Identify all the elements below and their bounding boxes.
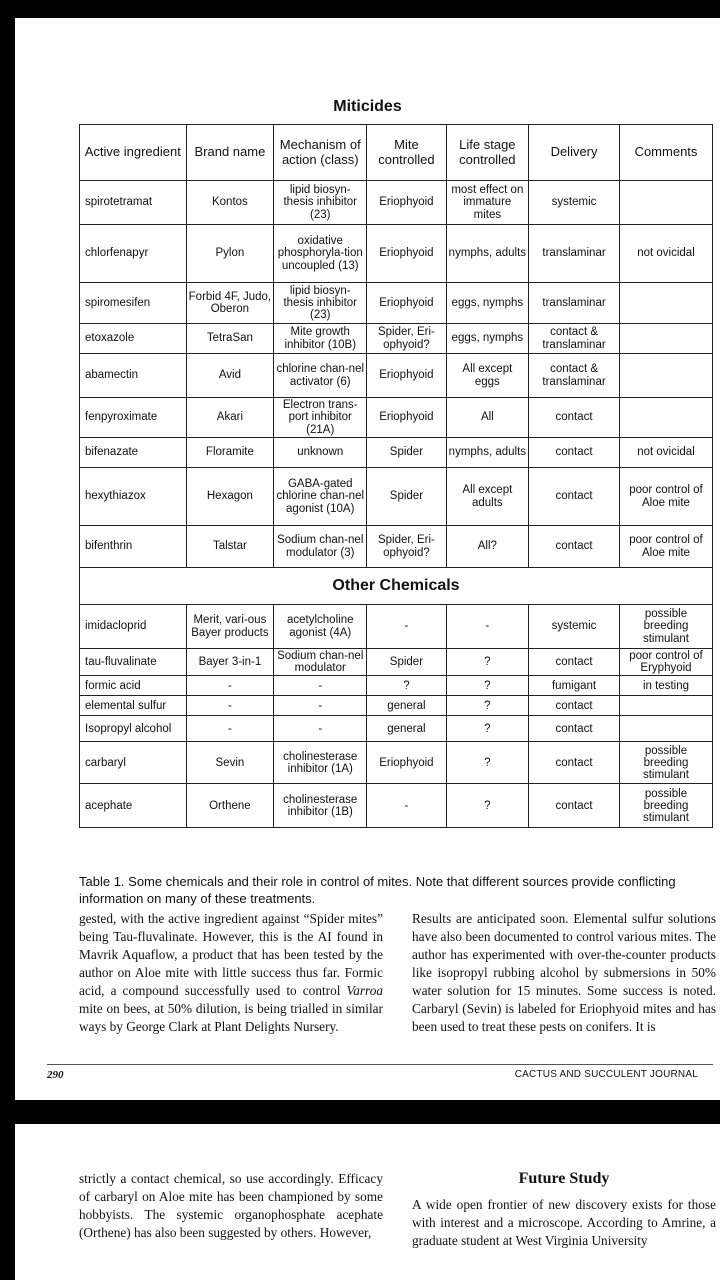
table-row xyxy=(80,283,713,324)
cell-mechanism: cholinesterase inhibitor (1B) xyxy=(274,784,367,828)
cell-brand-name: Sevin xyxy=(186,742,274,784)
cell-life-stage: ? xyxy=(446,784,529,828)
table-row xyxy=(80,742,713,784)
table-row xyxy=(80,526,713,568)
cell-delivery: systemic xyxy=(529,181,620,225)
cell-delivery: contact & translaminar xyxy=(529,354,620,398)
cell-comments xyxy=(619,354,712,398)
cell-brand-name: - xyxy=(186,676,274,696)
cell-comments xyxy=(619,283,712,324)
page2-column-right: A wide open frontier of new discovery exists for those with interest and a microscope. According to Amrine, a graduate student at West Virginia University xyxy=(412,1197,716,1248)
cell-life-stage: eggs, nymphs xyxy=(446,283,529,324)
cell-active-ingredient: chlorfenapyr xyxy=(80,225,187,283)
cell-brand-name: Merit, vari-ous Bayer products xyxy=(186,605,274,649)
cell-mite-controlled: Spider, Eri-ophyoid? xyxy=(367,526,446,568)
table-row xyxy=(80,649,713,676)
table-row xyxy=(80,716,713,742)
cell-mechanism: lipid biosyn-thesis inhibitor (23) xyxy=(274,181,367,225)
header-comments: Comments xyxy=(619,125,712,181)
table-row xyxy=(80,324,713,354)
cell-life-stage: All? xyxy=(446,526,529,568)
page2-column-left: strictly a contact chemical, so use accordingly. Efficacy of carbaryl on Aloe mite has been championed by some hobbyists. The systemic organophosphate acephate (Orthene) has also been suggested by others. However, xyxy=(79,1171,383,1240)
cell-delivery: contact xyxy=(529,649,620,676)
cell-active-ingredient: fenpyroximate xyxy=(80,398,187,438)
table-row xyxy=(80,354,713,398)
cell-mechanism: Electron trans-port inhibitor (21A) xyxy=(274,398,367,438)
cell-mite-controlled: Spider, Eri-ophyoid? xyxy=(367,324,446,354)
cell-delivery: systemic xyxy=(529,605,620,649)
cell-life-stage: ? xyxy=(446,696,529,716)
cell-mite-controlled: general xyxy=(367,716,446,742)
cell-mechanism: cholinesterase inhibitor (1A) xyxy=(274,742,367,784)
cell-mechanism: GABA-gated chlorine chan-nel agonist (10A) xyxy=(274,468,367,526)
cell-life-stage: nymphs, adults xyxy=(446,438,529,468)
page-next xyxy=(15,1124,720,1280)
cell-active-ingredient: elemental sulfur xyxy=(80,696,187,716)
cell-delivery: contact xyxy=(529,696,620,716)
cell-brand-name: Talstar xyxy=(186,526,274,568)
cell-brand-name: Avid xyxy=(186,354,274,398)
cell-comments: not ovicidal xyxy=(619,225,712,283)
table-header-row xyxy=(80,125,713,181)
cell-mite-controlled: Eriophyoid xyxy=(367,398,446,438)
cell-life-stage: nymphs, adults xyxy=(446,225,529,283)
cell-delivery: contact & translaminar xyxy=(529,324,620,354)
cell-comments xyxy=(619,696,712,716)
cell-delivery: contact xyxy=(529,742,620,784)
cell-comments: poor control of Eryphyoid xyxy=(619,649,712,676)
cell-brand-name: Hexagon xyxy=(186,468,274,526)
cell-delivery: translaminar xyxy=(529,283,620,324)
cell-brand-name: Orthene xyxy=(186,784,274,828)
cell-mite-controlled: Eriophyoid xyxy=(367,354,446,398)
cell-comments xyxy=(619,716,712,742)
header-delivery: Delivery xyxy=(529,125,620,181)
cell-brand-name: Floramite xyxy=(186,438,274,468)
section-row xyxy=(80,568,713,605)
cell-mechanism: - xyxy=(274,696,367,716)
cell-mechanism: Mite growth inhibitor (10B) xyxy=(274,324,367,354)
header-brand-name: Brand name xyxy=(186,125,274,181)
cell-life-stage: eggs, nymphs xyxy=(446,324,529,354)
cell-active-ingredient: spirotetramat xyxy=(80,181,187,225)
cell-life-stage: ? xyxy=(446,676,529,696)
cell-comments: poor control of Aloe mite xyxy=(619,468,712,526)
table-caption: Table 1. Some chemicals and their role in control of mites. Note that different sources provide conflicting information on many of these treatments. xyxy=(79,874,676,906)
table-row xyxy=(80,181,713,225)
cell-brand-name: Forbid 4F, Judo, Oberon xyxy=(186,283,274,324)
table-row xyxy=(80,676,713,696)
cell-mite-controlled: Eriophyoid xyxy=(367,283,446,324)
cell-life-stage: All except eggs xyxy=(446,354,529,398)
cell-brand-name: Kontos xyxy=(186,181,274,225)
cell-life-stage: ? xyxy=(446,716,529,742)
cell-active-ingredient: imidacloprid xyxy=(80,605,187,649)
cell-active-ingredient: formic acid xyxy=(80,676,187,696)
cell-mite-controlled: - xyxy=(367,605,446,649)
cell-comments xyxy=(619,324,712,354)
cell-delivery: contact xyxy=(529,784,620,828)
cell-brand-name: TetraSan xyxy=(186,324,274,354)
table-row xyxy=(80,398,713,438)
cell-mite-controlled: Spider xyxy=(367,438,446,468)
cell-brand-name: Pylon xyxy=(186,225,274,283)
cell-comments xyxy=(619,398,712,438)
body-column-left: gested, with the active ingredient against “Spider mites” being Tau-fluvalinate. However, this is the AI found in Mavrik Aquaflow, a product that has been tested by the author on Aloe mite with little success thus far. Formic acid, a compound successfully used to control Varroa mite on bees, at 50% dilution, is being trialled in similar ways by George Clark at Plant Delights Nursery. xyxy=(79,911,383,1034)
table-row xyxy=(80,605,713,649)
cell-delivery: fumigant xyxy=(529,676,620,696)
header-active-ingredient: Active ingredient xyxy=(80,125,187,181)
cell-life-stage: - xyxy=(446,605,529,649)
cell-mechanism: chlorine chan-nel activator (6) xyxy=(274,354,367,398)
cell-mite-controlled: Spider xyxy=(367,468,446,526)
cell-delivery: contact xyxy=(529,468,620,526)
cell-active-ingredient: abamectin xyxy=(80,354,187,398)
table-row xyxy=(80,225,713,283)
header-mite-controlled: Mite controlled xyxy=(367,125,446,181)
cell-active-ingredient: acephate xyxy=(80,784,187,828)
cell-comments: poor control of Aloe mite xyxy=(619,526,712,568)
cell-mechanism: Sodium chan-nel modulator (3) xyxy=(274,526,367,568)
table-title: Miticides xyxy=(333,98,402,115)
page-290 xyxy=(15,18,720,1100)
table-row xyxy=(80,696,713,716)
cell-active-ingredient: carbaryl xyxy=(80,742,187,784)
cell-mite-controlled: ? xyxy=(367,676,446,696)
cell-life-stage: ? xyxy=(446,742,529,784)
cell-delivery: translaminar xyxy=(529,225,620,283)
body-column-right: Results are anticipated soon. Elemental sulfur solutions have also been documented to control various mites. The author has experimented with over-the-counter products like isopropyl rubbing alcohol by submersions in 50% water solution for 15 minutes. Some success is noted. Carbaryl (Sevin) is labeled for Eriophyoid mites and has been used to treat these pests on conifers. It is xyxy=(412,911,716,1034)
cell-comments: not ovicidal xyxy=(619,438,712,468)
cell-brand-name: - xyxy=(186,716,274,742)
journal-name: CACTUS AND SUCCULENT JOURNAL xyxy=(514,1069,698,1080)
footer-rule xyxy=(47,1064,713,1065)
cell-mechanism: unknown xyxy=(274,438,367,468)
cell-mite-controlled: Eriophyoid xyxy=(367,225,446,283)
cell-delivery: contact xyxy=(529,716,620,742)
cell-comments: in testing xyxy=(619,676,712,696)
cell-life-stage: All except adults xyxy=(446,468,529,526)
cell-brand-name: Akari xyxy=(186,398,274,438)
cell-mechanism: acetylcholine agonist (4A) xyxy=(274,605,367,649)
cell-comments: possible breeding stimulant xyxy=(619,784,712,828)
cell-comments: possible breeding stimulant xyxy=(619,605,712,649)
cell-mechanism: lipid biosyn-thesis inhibitor (23) xyxy=(274,283,367,324)
cell-active-ingredient: tau-fluvalinate xyxy=(80,649,187,676)
cell-delivery: contact xyxy=(529,438,620,468)
cell-delivery: contact xyxy=(529,526,620,568)
table-row xyxy=(80,784,713,828)
cell-life-stage: All xyxy=(446,398,529,438)
cell-active-ingredient: hexythiazox xyxy=(80,468,187,526)
cell-active-ingredient: etoxazole xyxy=(80,324,187,354)
table-row xyxy=(80,438,713,468)
cell-mite-controlled: general xyxy=(367,696,446,716)
cell-mite-controlled: Eriophyoid xyxy=(367,181,446,225)
cell-active-ingredient: bifenazate xyxy=(80,438,187,468)
cell-active-ingredient: bifenthrin xyxy=(80,526,187,568)
cell-mechanism: oxidative phosphoryla-tion uncoupled (13) xyxy=(274,225,367,283)
cell-life-stage: most effect on immature mites xyxy=(446,181,529,225)
section-heading-future-study: Future Study xyxy=(518,1170,610,1187)
header-life-stage: Life stage controlled xyxy=(446,125,529,181)
cell-mechanism: Sodium chan-nel modulator xyxy=(274,649,367,676)
cell-active-ingredient: Isopropyl alcohol xyxy=(80,716,187,742)
cell-comments: possible breeding stimulant xyxy=(619,742,712,784)
cell-mechanism: - xyxy=(274,716,367,742)
section-title-other-chemicals: Other Chemicals xyxy=(80,568,713,605)
miticides-table xyxy=(79,124,713,828)
cell-brand-name: - xyxy=(186,696,274,716)
cell-brand-name: Bayer 3-in-1 xyxy=(186,649,274,676)
cell-mite-controlled: - xyxy=(367,784,446,828)
cell-mite-controlled: Eriophyoid xyxy=(367,742,446,784)
cell-life-stage: ? xyxy=(446,649,529,676)
cell-active-ingredient: spiromesifen xyxy=(80,283,187,324)
italic-term: Varroa xyxy=(346,983,383,998)
cell-comments xyxy=(619,181,712,225)
cell-mechanism: - xyxy=(274,676,367,696)
header-mechanism: Mechanism of action (class) xyxy=(274,125,367,181)
table-row xyxy=(80,468,713,526)
cell-mite-controlled: Spider xyxy=(367,649,446,676)
page-number: 290 xyxy=(47,1069,64,1081)
cell-delivery: contact xyxy=(529,398,620,438)
